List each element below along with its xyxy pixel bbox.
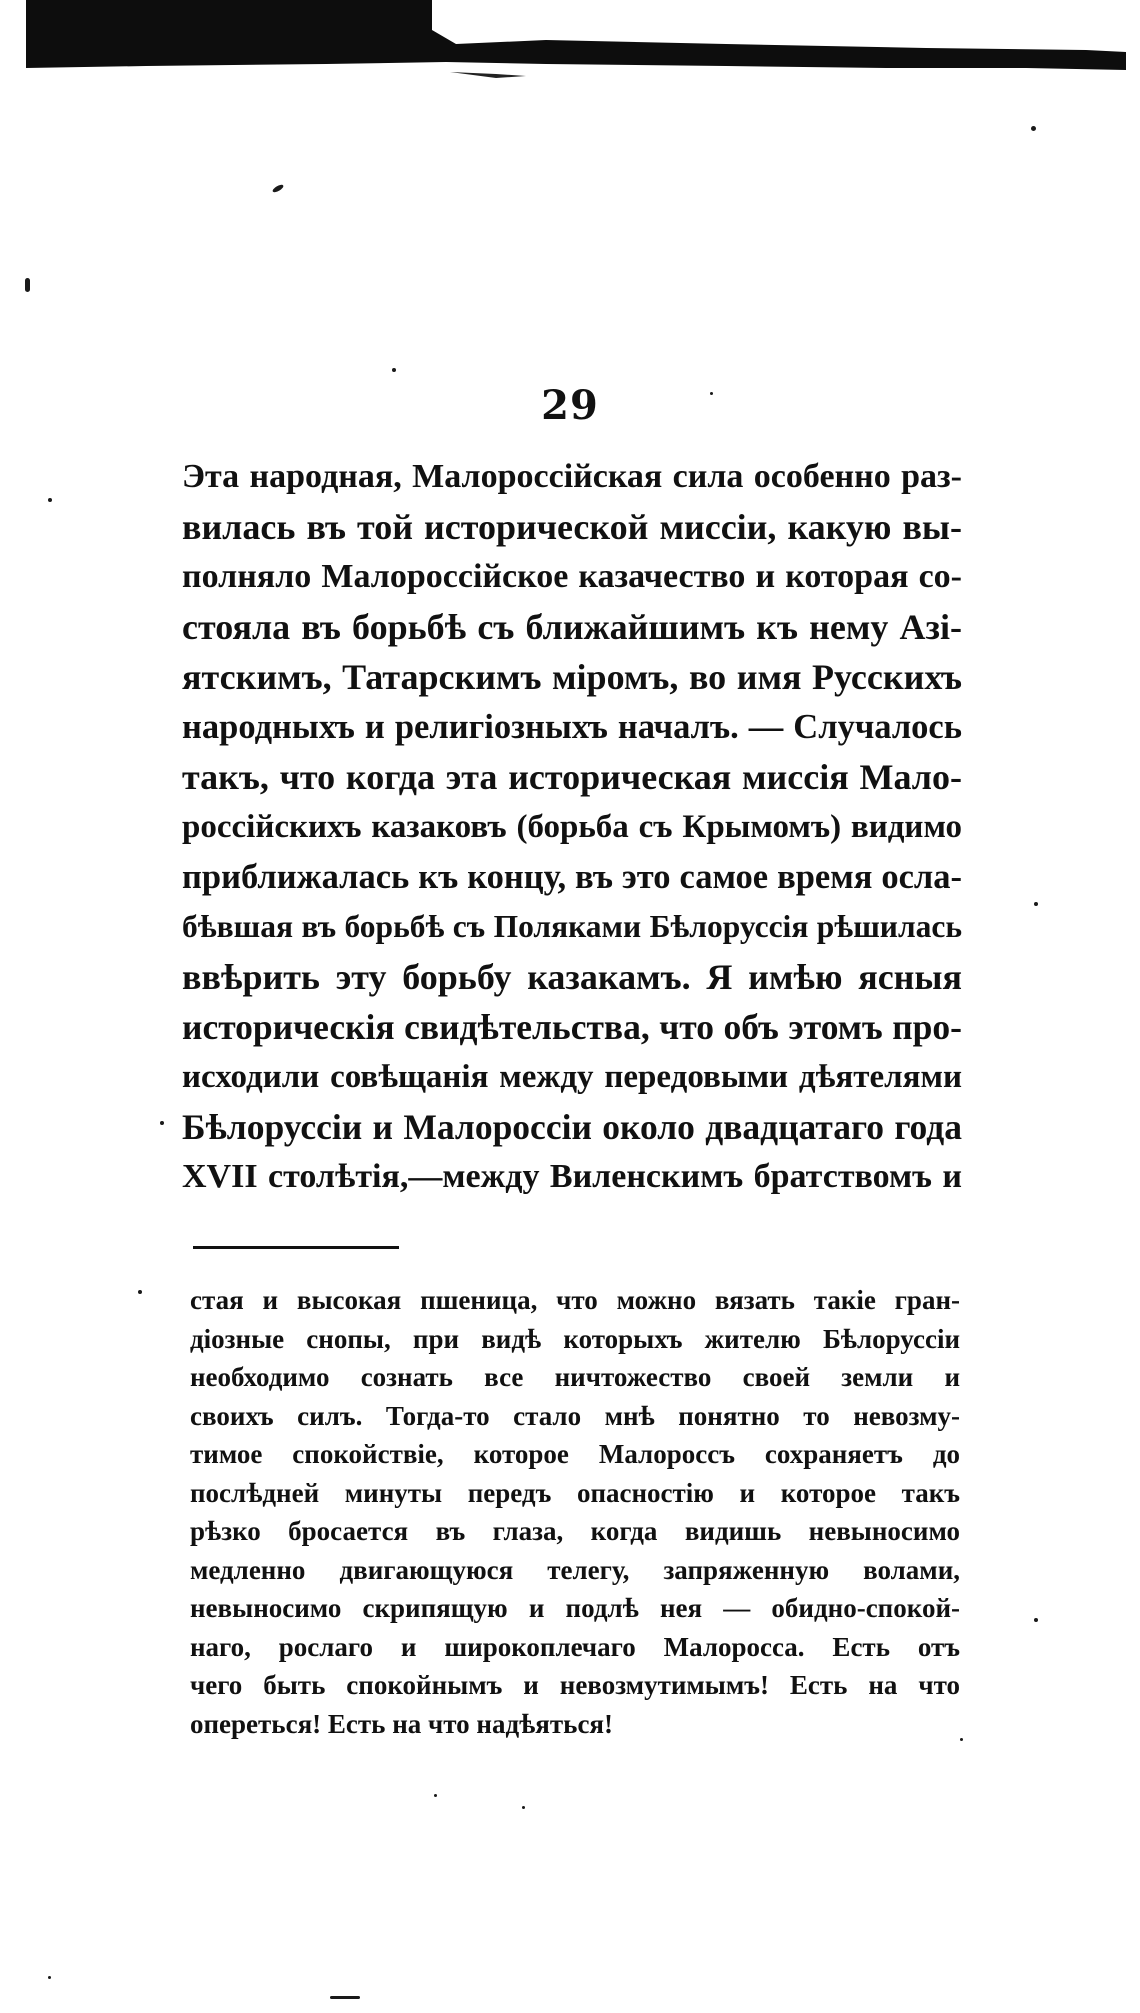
main-text-line: приближалась къ концу, въ это самое время осла- [182, 858, 962, 896]
main-text-line: такъ, что когда эта историческая миссія Мало- [182, 757, 962, 797]
main-text-line: ятскимъ, Татарскимъ міромъ, во имя Русскихъ [182, 657, 962, 697]
scan-speck [48, 498, 52, 502]
scan-speck [330, 1996, 360, 1999]
footnote-line: своихъ силъ. Тогда-то стало мнѣ понятно то невозму- [190, 1400, 960, 1431]
footnote-line: тимое спокойствіе, которое Малороссъ сохраняетъ до [190, 1439, 960, 1469]
main-text [182, 452, 962, 1202]
scan-speck [434, 1794, 437, 1797]
scan-speck [960, 1738, 963, 1741]
footnote-line: невыносимо скрипящую и подлѣ нея — обидно-спокой- [190, 1593, 960, 1623]
footnote-line: медленно двигающуюся телегу, запряженную волами, [190, 1554, 960, 1585]
scan-speck [25, 278, 30, 292]
footnote-line: рѣзко бросается въ глаза, когда видишь невыносимо [190, 1516, 960, 1546]
main-text-line: XVII столѣтія,—между Виленскимъ братствомъ и [182, 1158, 962, 1195]
scan-speck [272, 183, 285, 193]
scan-speck [1031, 126, 1036, 131]
scan-speck [522, 1806, 525, 1809]
main-text-line: стояла въ борьбѣ съ ближайшимъ къ нему Азі- [182, 607, 962, 647]
scan-speck [160, 1121, 164, 1125]
scan-edge-bar [26, 0, 1126, 80]
footnote-line: опереться! Есть на что надѣяться! [190, 1708, 614, 1739]
main-text-line: Бѣлоруссіи и Малороссіи около двадцатаго года [182, 1107, 962, 1147]
scan-speck [1034, 902, 1038, 906]
scan-speck [138, 1290, 142, 1294]
footnote-line: стая и высокая пшеница, что можно вязать такіе гран- [190, 1285, 960, 1315]
main-text-line: исходили совѣщанія между передовыми дѣятелями [182, 1059, 962, 1095]
main-text-line: вилась въ той исторической миссіи, какую вы- [182, 507, 962, 547]
main-text-line: народныхъ и религіозныхъ началъ. — Случалось [182, 708, 962, 746]
main-text-line: россійскихъ казаковъ (борьба съ Крымомъ) видимо [182, 809, 962, 845]
scan-speck [1034, 1618, 1038, 1622]
footnote-text [190, 1281, 960, 1743]
scan-speck [392, 368, 396, 372]
footnote-line: наго, рослаго и широкоплечаго Малоросса. Есть отъ [190, 1631, 960, 1662]
footnote-line: діозные снопы, при видѣ которыхъ жителю Бѣлоруссіи [190, 1323, 960, 1354]
page-number: 29 [541, 382, 599, 429]
main-text-line: ввѣрить эту борьбу казакамъ. Я имѣю ясныя [182, 957, 962, 997]
footnote-divider [193, 1246, 399, 1249]
footnote-line: послѣдней минуты передъ опасностію и которое такъ [190, 1477, 960, 1508]
footnote-line: чего быть спокойнымъ и невозмутимымъ! Есть на что [190, 1670, 960, 1700]
main-text-line: бѣвшая въ борьбѣ съ Поляками Бѣлоруссія рѣшилась [182, 909, 962, 944]
main-text-line: полняло Малороссійское казачество и которая со- [182, 558, 962, 595]
main-text-line: Эта народная, Малороссійская сила особенно раз- [182, 458, 962, 495]
scan-speck [48, 1976, 51, 1979]
main-text-line: историческія свидѣтельства, что объ этомъ про- [182, 1007, 962, 1047]
footnote-line: необходимо сознать все ничтожество своей земли и [190, 1362, 960, 1392]
